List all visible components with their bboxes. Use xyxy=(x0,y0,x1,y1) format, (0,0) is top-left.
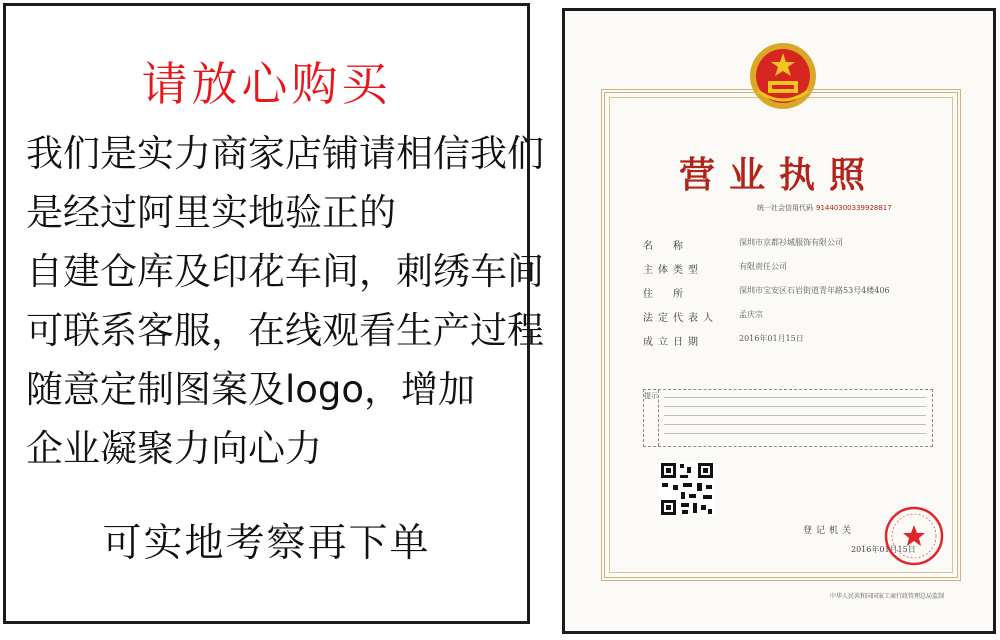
field-row xyxy=(643,285,973,309)
official-seal-icon xyxy=(883,505,945,567)
promo-line: 可联系客服，在线观看生产过程 xyxy=(26,309,544,352)
promo-closing: 可实地考察再下单 xyxy=(102,521,431,566)
notice-tag: 提示 xyxy=(644,390,659,446)
credit-code-value: 91440300339928817 xyxy=(816,204,892,212)
promo-line: 是经过阿里实地验正的 xyxy=(26,191,396,234)
credit-code-label: 统一社会信用代码 xyxy=(757,204,813,212)
field-row xyxy=(643,309,973,333)
field-row xyxy=(643,333,973,357)
field-label: 法定代表人 xyxy=(643,313,718,324)
field-value: 孟庆宗 xyxy=(739,310,763,319)
credit-code xyxy=(757,203,892,213)
field-label: 成立日期 xyxy=(643,337,703,348)
license-fields xyxy=(643,237,973,357)
license-title: 营业执照 xyxy=(678,154,879,196)
promo-line: 我们是实力商家店铺请相信我们 xyxy=(26,132,544,175)
notice-text xyxy=(664,397,926,442)
license-notice xyxy=(643,389,933,447)
issue-date: 2016年01月15日 xyxy=(851,545,916,554)
business-license xyxy=(562,8,996,634)
promo-line: 随意定制图案及logo，增加 xyxy=(26,368,476,411)
field-label: 主体类型 xyxy=(643,265,703,276)
qr-code-icon xyxy=(659,461,715,517)
field-row xyxy=(643,261,973,285)
field-label: 住 所 xyxy=(643,289,688,300)
issuer-note: 中华人民共和国国家工商行政管理总局监制 xyxy=(830,593,945,600)
field-value: 2016年01月15日 xyxy=(739,334,804,343)
field-value: 有限责任公司 xyxy=(739,262,787,271)
promo-line: 企业凝聚力向心力 xyxy=(26,427,322,470)
field-value: 深圳市京都衫城服饰有限公司 xyxy=(739,238,843,247)
promo-line: 自建仓库及印花车间，刺绣车间 xyxy=(26,250,544,293)
promo-body xyxy=(26,124,544,478)
registration-authority: 登记机关 xyxy=(803,526,856,536)
field-row xyxy=(643,237,973,261)
promo-headline: 请放心购买 xyxy=(141,57,392,111)
national-emblem-icon xyxy=(748,41,818,111)
field-label: 名 称 xyxy=(643,241,688,252)
field-value: 深圳市宝安区石岩街道青年路53号4楼406 xyxy=(739,286,890,295)
promo-panel xyxy=(3,3,544,624)
